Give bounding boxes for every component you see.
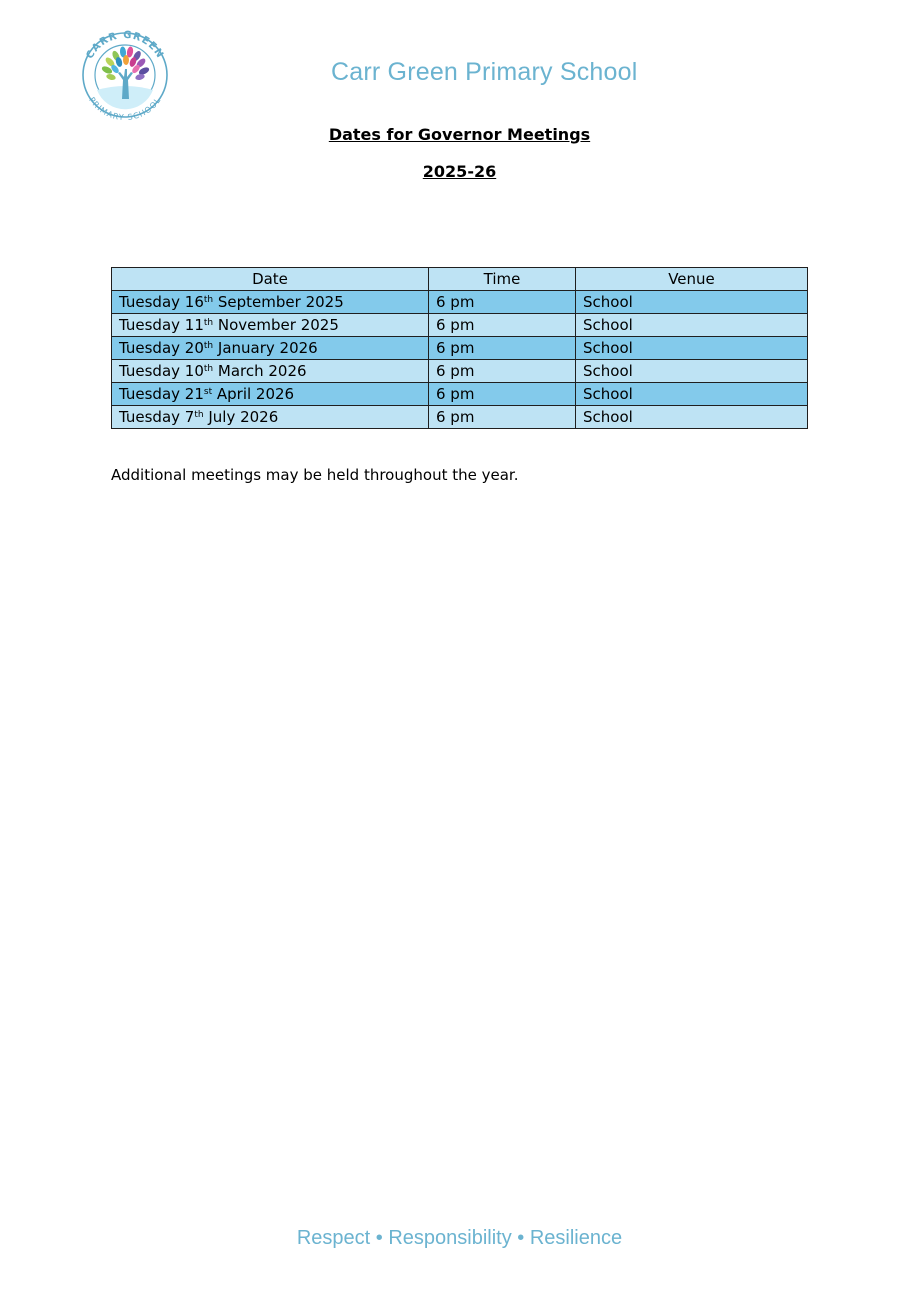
time-cell: 6 pm <box>429 406 576 429</box>
time-cell: 6 pm <box>429 314 576 337</box>
date-cell: Tuesday 16th September 2025 <box>112 291 429 314</box>
governor-meetings-table <box>111 267 808 429</box>
venue-cell: School <box>576 337 808 360</box>
table-row <box>112 291 808 314</box>
time-cell: 6 pm <box>429 383 576 406</box>
date-cell: Tuesday 10th March 2026 <box>112 360 429 383</box>
page-title: Dates for Governor Meetings <box>328 125 591 144</box>
venue-column-header: Venue <box>576 268 808 291</box>
date-cell: Tuesday 11th November 2025 <box>112 314 429 337</box>
table-row <box>112 360 808 383</box>
school-values-footer: Respect • Responsibility • Resilience <box>296 1227 623 1249</box>
time-column-header: Time <box>429 268 576 291</box>
table-header-row <box>112 268 808 291</box>
date-cell: Tuesday 20th January 2026 <box>112 337 429 360</box>
venue-cell: School <box>576 291 808 314</box>
venue-cell: School <box>576 383 808 406</box>
school-name: Carr Green Primary School <box>331 58 638 86</box>
date-cell: Tuesday 21st April 2026 <box>112 383 429 406</box>
venue-cell: School <box>576 406 808 429</box>
additional-meetings-note: Additional meetings may be held throughout the year. <box>111 466 519 484</box>
time-cell: 6 pm <box>429 360 576 383</box>
logo-text-bottom: PRIMARY SCHOOL <box>87 95 163 123</box>
table-row <box>112 406 808 429</box>
logo-text-top: CARR GREEN <box>84 29 166 61</box>
page-subtitle: 2025-26 <box>422 162 497 181</box>
table-row <box>112 383 808 406</box>
time-cell: 6 pm <box>429 337 576 360</box>
venue-cell: School <box>576 360 808 383</box>
table-row <box>112 337 808 360</box>
tree-logo-icon <box>74 24 176 126</box>
school-logo <box>74 24 176 126</box>
time-cell: 6 pm <box>429 291 576 314</box>
date-column-header: Date <box>112 268 429 291</box>
date-cell: Tuesday 7th July 2026 <box>112 406 429 429</box>
venue-cell: School <box>576 314 808 337</box>
table-row <box>112 314 808 337</box>
